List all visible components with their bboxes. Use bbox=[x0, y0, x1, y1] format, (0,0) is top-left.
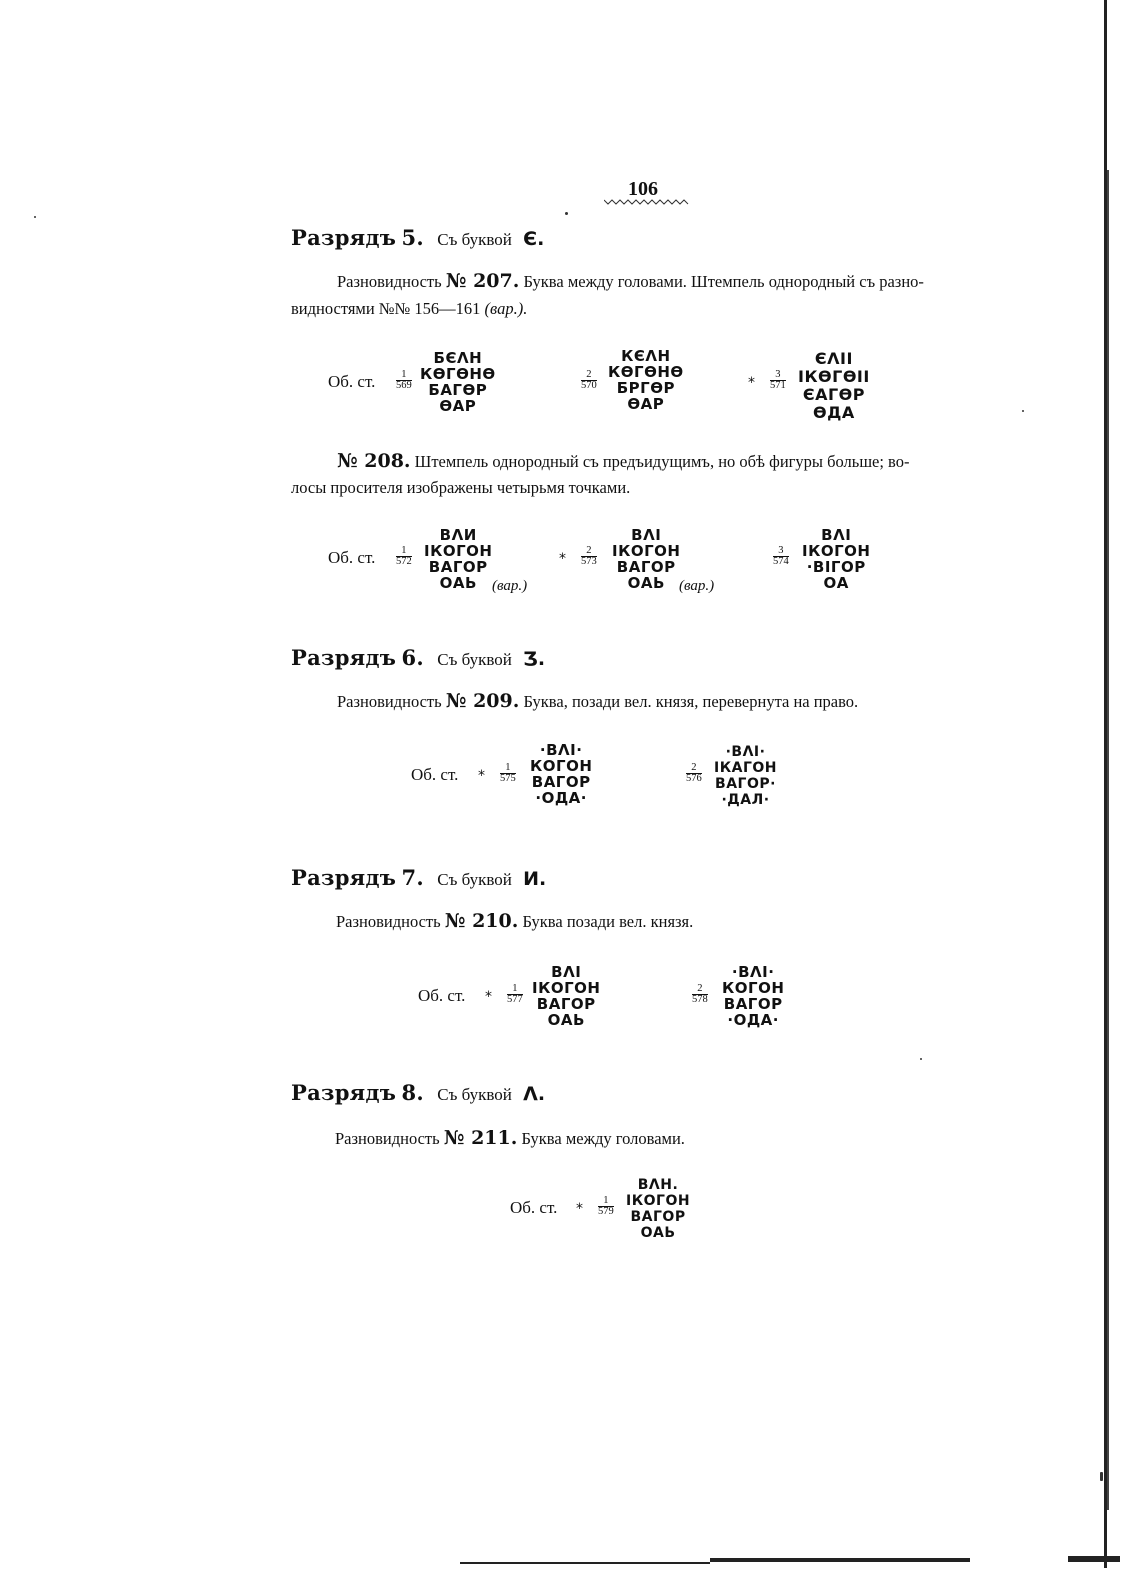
variety-number: № 210. bbox=[444, 910, 519, 932]
legend-571: ЄΛІІ ІКѲГѲІІ ЄАГѲР ѲДА bbox=[798, 349, 870, 422]
star-575: * bbox=[478, 768, 485, 784]
fraction-571: $\frac{3}{571}$ bbox=[770, 369, 786, 391]
section-label: Разрядъ bbox=[291, 1080, 397, 1105]
fraction-578: $\frac{2}{578}$ bbox=[692, 983, 708, 1005]
scan-speck bbox=[565, 212, 568, 215]
fraction-573: $\frac{2}{573}$ bbox=[581, 545, 597, 567]
text: Разновидность bbox=[337, 692, 442, 711]
paragraph-211 bbox=[335, 1125, 685, 1152]
variety-number: № 207. bbox=[445, 270, 520, 292]
section-heading-8 bbox=[291, 1080, 545, 1106]
scan-speck bbox=[920, 1058, 922, 1060]
var-note-573: (вар.) bbox=[679, 578, 715, 594]
text: Буква позади вел. князя. bbox=[522, 912, 694, 931]
text: Буква между головами. Штемпель однородный съ разно- bbox=[523, 272, 924, 291]
scan-bottom-rule bbox=[1068, 1556, 1120, 1562]
legend-577: ВΛІ ІКОГОН ВАГОР ОАЬ bbox=[532, 963, 601, 1029]
text: Буква, позади вел. князя, перевернута на право. bbox=[523, 692, 859, 711]
legend-572: ВΛИ ІКОГОН ВАГОР ОАЬ bbox=[424, 526, 493, 592]
fraction-576: $\frac{2}{576}$ bbox=[686, 762, 702, 784]
paragraph-209 bbox=[337, 688, 858, 715]
obverse-label: Об. ст. bbox=[510, 1198, 558, 1217]
scan-bottom-rule bbox=[710, 1558, 970, 1562]
text: Штемпель однородный съ предъидущимъ, но обѣ фигуры больше; во- bbox=[414, 452, 910, 471]
star-573: * bbox=[559, 551, 566, 567]
section-desc: Съ буквой bbox=[437, 230, 512, 249]
paragraph-207-line2 bbox=[291, 295, 527, 322]
section-desc: Съ буквой bbox=[437, 1085, 512, 1104]
fraction-579: $\frac{1}{579}$ bbox=[598, 1195, 614, 1217]
section-letter: Λ. bbox=[523, 1083, 546, 1105]
section-label: Разрядъ bbox=[291, 865, 397, 890]
section-letter: Ʒ. bbox=[523, 648, 546, 670]
page-number: 106 bbox=[628, 178, 658, 200]
fraction-574: $\frac{3}{574}$ bbox=[773, 545, 789, 567]
section-number: 5. bbox=[401, 225, 424, 250]
paragraph-207-line1 bbox=[337, 268, 924, 295]
variety-number: № 208. bbox=[337, 450, 411, 472]
scan-speck bbox=[1100, 1472, 1103, 1481]
text: Разновидность bbox=[337, 272, 442, 291]
section-desc: Съ буквой bbox=[437, 870, 512, 889]
legend-579: ВΛН. ІКОГОН ВАГОР ОАЬ bbox=[626, 1177, 691, 1241]
legend-569: БЄΛН КѲГѲНѲ БАГѲР ѲАР bbox=[420, 349, 496, 415]
obverse-label: Об. ст. bbox=[418, 986, 466, 1005]
section-number: 7. bbox=[401, 865, 424, 890]
obverse-label: Об. ст. bbox=[328, 372, 376, 391]
legend-576: ·ВΛІ· ІКАГОН ВАГОР· ·ДАЛ· bbox=[714, 744, 778, 808]
legend-570: КЄΛН КѲГѲНѲ БРГѲР ѲАР bbox=[608, 347, 684, 413]
star-571: * bbox=[748, 375, 755, 391]
text: Буква между головами. bbox=[521, 1129, 685, 1148]
text: Разновидность bbox=[335, 1129, 440, 1148]
legend-574: ВΛІ ІКОГОН ·ВІГОР ОА bbox=[802, 526, 871, 592]
fraction-569: $\frac{1}{569}$ bbox=[396, 369, 412, 391]
page-number-ornament bbox=[604, 198, 690, 206]
legend-578: ·ВΛІ· КОГОН ВАГОР ·ОДА· bbox=[722, 963, 785, 1029]
paragraph-208-line2: лосы просителя изображены четырьмя точками. bbox=[291, 478, 631, 497]
fraction-572: $\frac{1}{572}$ bbox=[396, 545, 412, 567]
obverse-label: Об. ст. bbox=[411, 765, 459, 784]
text: видностями №№ 156—161 bbox=[291, 299, 481, 318]
legend-575: ·ВΛІ· КОГОН ВАГОР ·ОДА· bbox=[530, 741, 593, 807]
scan-speck bbox=[1022, 410, 1024, 412]
variety-number: № 209. bbox=[445, 690, 520, 712]
section-heading-7 bbox=[291, 865, 546, 891]
scan-bottom-rule bbox=[460, 1562, 710, 1564]
section-letter: И. bbox=[523, 868, 547, 890]
section-heading-6 bbox=[291, 645, 545, 671]
scan-edge-rule bbox=[1107, 170, 1109, 1510]
scan-speck bbox=[34, 216, 36, 218]
obverse-label: Об. ст. bbox=[328, 548, 376, 567]
section-letter: Є. bbox=[523, 228, 545, 250]
fraction-577: $\frac{1}{577}$ bbox=[507, 983, 523, 1005]
star-577: * bbox=[485, 989, 492, 1005]
section-label: Разрядъ bbox=[291, 645, 397, 670]
section-number: 8. bbox=[401, 1080, 424, 1105]
var-note: (вар.). bbox=[484, 299, 528, 318]
star-579: * bbox=[576, 1201, 583, 1217]
fraction-570: $\frac{2}{570}$ bbox=[581, 369, 597, 391]
section-label: Разрядъ bbox=[291, 225, 397, 250]
section-heading-5 bbox=[291, 225, 544, 251]
fraction-575: $\frac{1}{575}$ bbox=[500, 762, 516, 784]
text: Разновидность bbox=[336, 912, 441, 931]
legend-573: ВΛІ ІКОГОН ВАГОР ОАЬ bbox=[612, 526, 681, 592]
section-desc: Съ буквой bbox=[437, 650, 512, 669]
paragraph-208-line1 bbox=[337, 448, 909, 475]
section-number: 6. bbox=[401, 645, 424, 670]
variety-number: № 211. bbox=[443, 1127, 518, 1149]
paragraph-210 bbox=[336, 908, 693, 935]
var-note-572: (вар.) bbox=[492, 578, 528, 594]
